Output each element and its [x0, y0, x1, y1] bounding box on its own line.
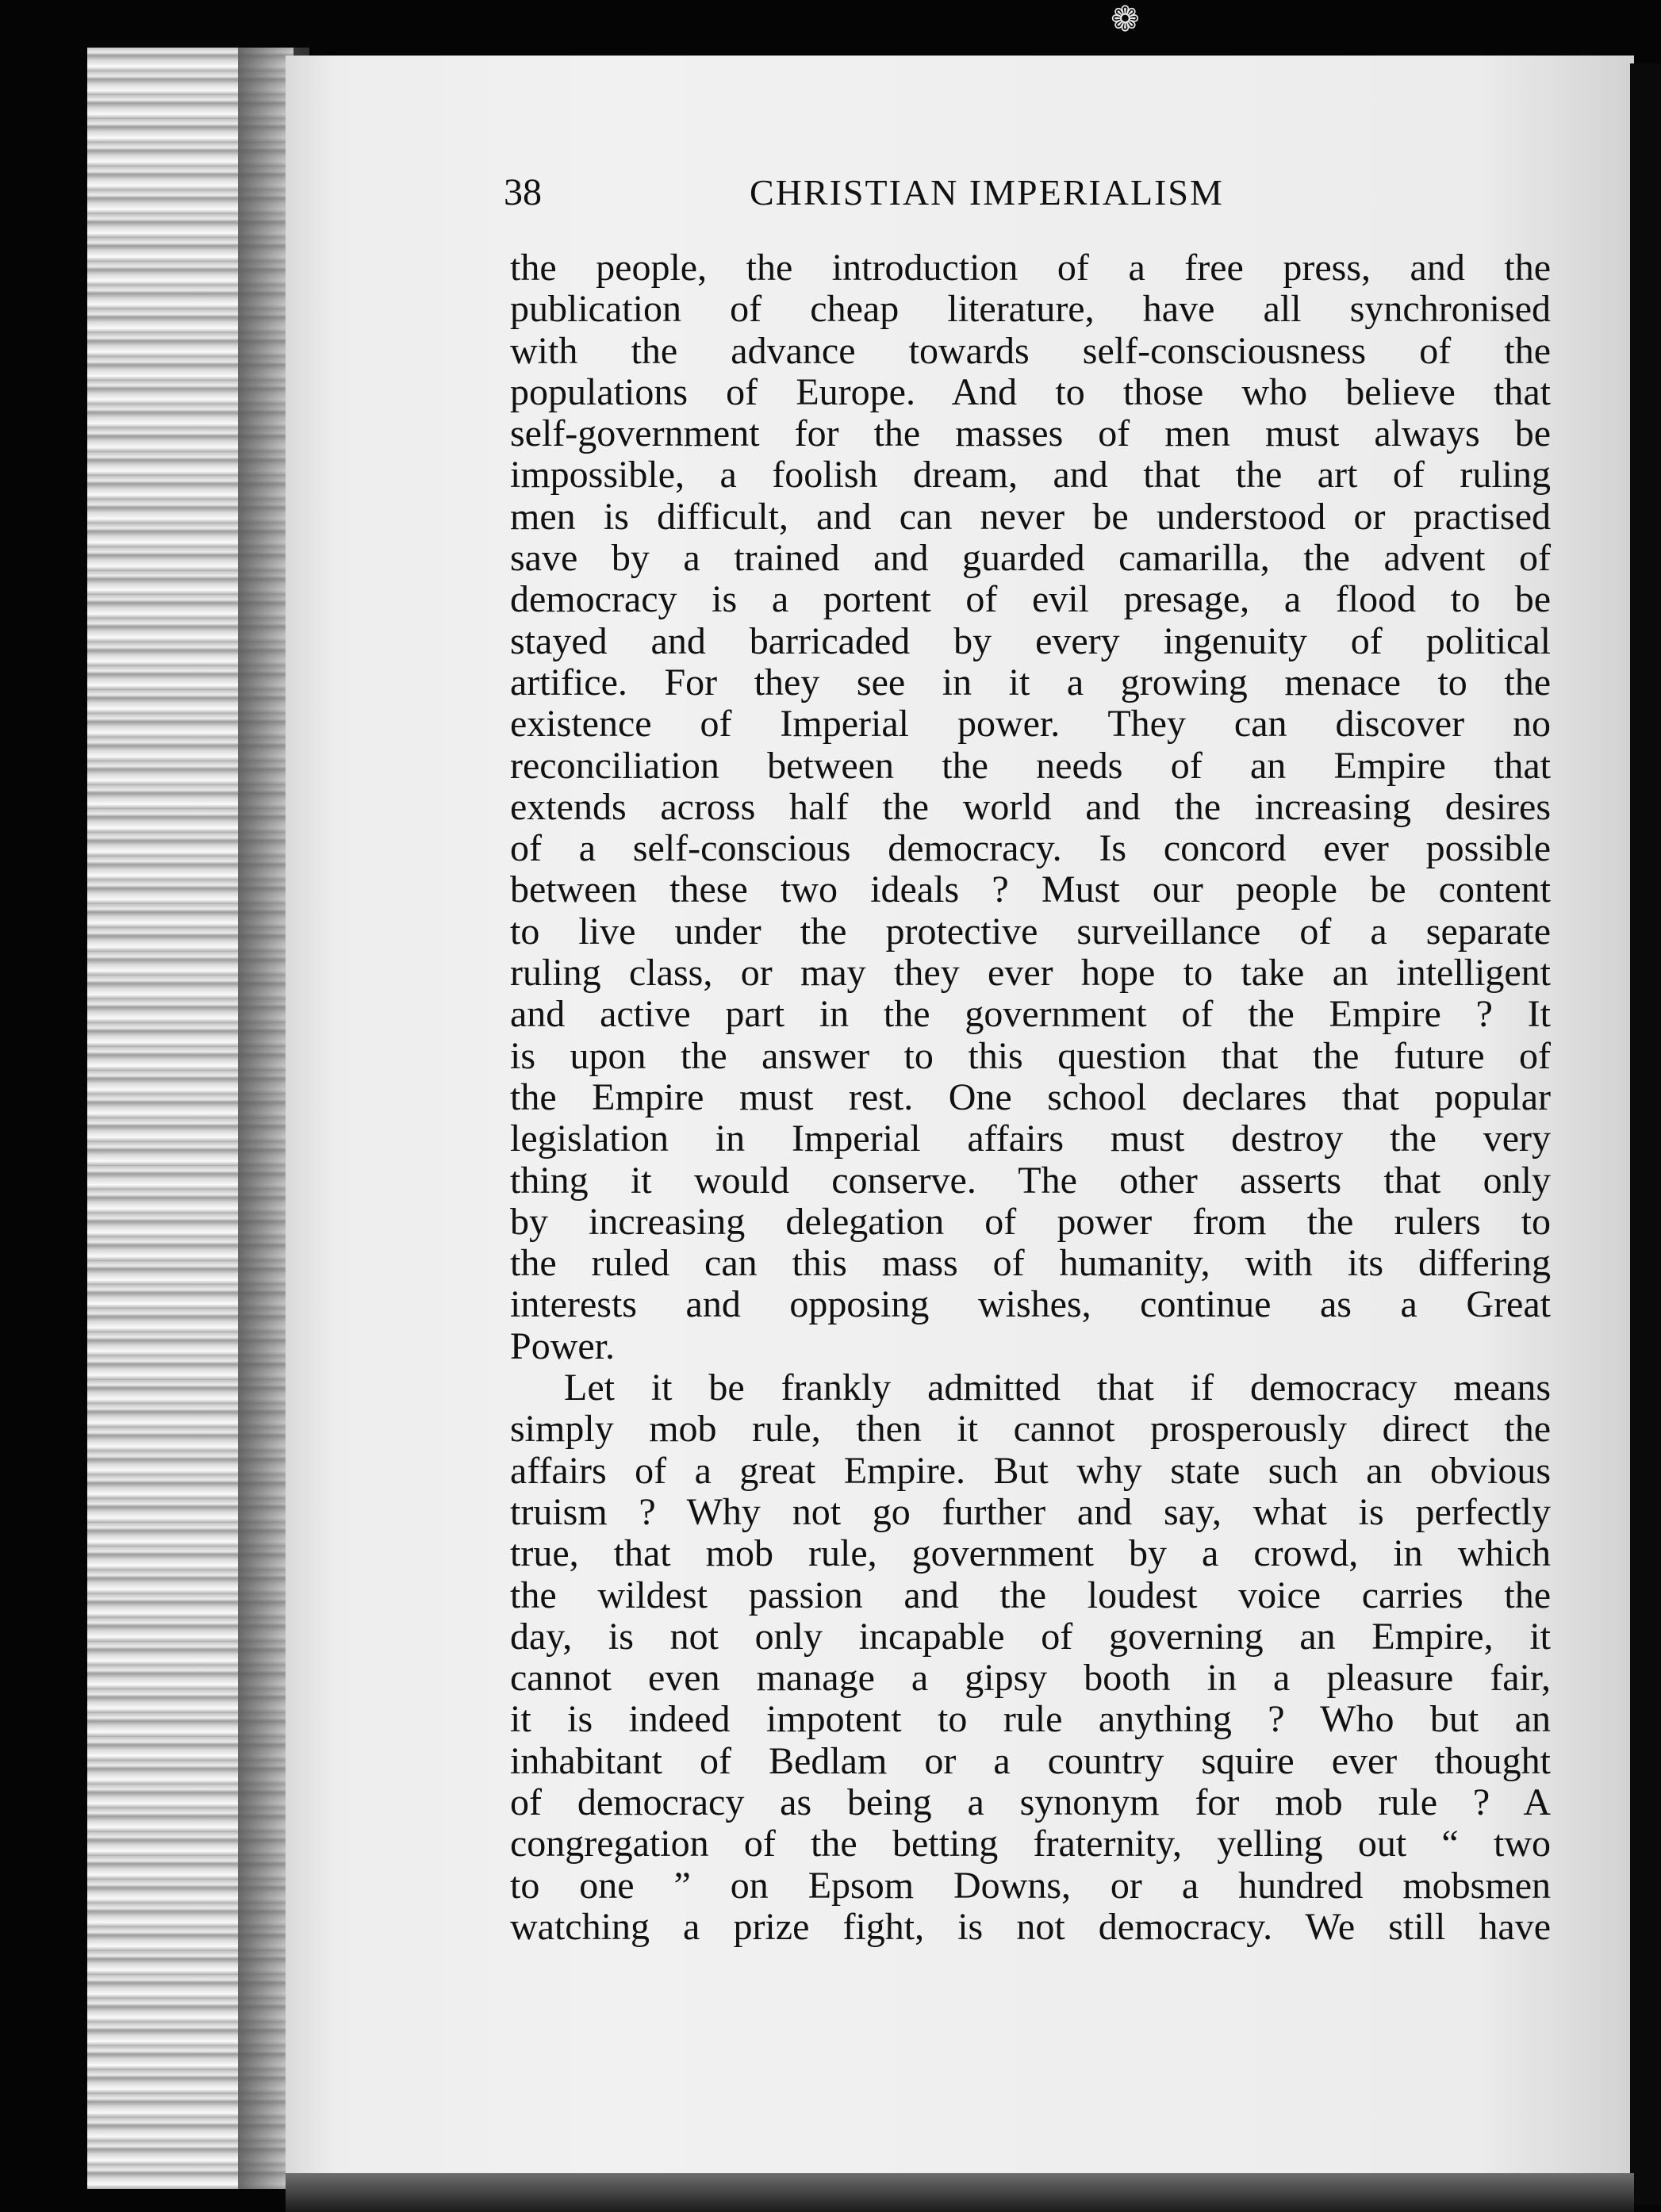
text-line: stayed and barricaded by every ingenuity of political: [510, 620, 1551, 662]
text-line: to live under the protective surveillance of a separate: [510, 910, 1551, 953]
text-line: and active part in the government of the Empire ? It: [510, 994, 1551, 1036]
text-line: truism ? Why not go further and say, what is perfectly: [510, 1491, 1551, 1533]
text-line: congregation of the betting fraternity, yelling out “ two: [510, 1823, 1551, 1865]
text-line: the Empire must rest. One school declares that popular: [510, 1076, 1551, 1118]
text-line: artifice. For they see in it a growing menace to the: [510, 661, 1551, 703]
text-line: day, is not only incapable of governing an Empire, it: [510, 1616, 1551, 1658]
bottom-page-edge: [286, 2173, 1634, 2212]
body-text: [510, 247, 1551, 1948]
text-line: impossible, a foolish dream, and that the art of ruling: [510, 454, 1551, 496]
text-line: interests and opposing wishes, continue as a Great: [510, 1284, 1551, 1326]
text-line: Power.: [510, 1325, 615, 1367]
text-line: simply mob rule, then it cannot prosperously direct the: [510, 1409, 1551, 1451]
text-line: populations of Europe. And to those who believe that: [510, 371, 1551, 413]
text-line: publication of cheap literature, have all synchronised: [510, 289, 1551, 331]
page-number: 38: [504, 171, 542, 213]
text-line: between these two ideals ? Must our people be content: [510, 869, 1551, 911]
text-line: true, that mob rule, government by a crowd, in which: [510, 1533, 1551, 1575]
text-line: to one ” on Epsom Downs, or a hundred mobsmen: [510, 1865, 1551, 1907]
running-title: CHRISTIAN IMPERIALISM: [750, 172, 1224, 213]
running-head: [504, 165, 1305, 220]
text-line: watching a prize fight, is not democracy. We still have: [510, 1906, 1551, 1948]
text-line: men is difficult, and can never be understood or practised: [510, 496, 1551, 538]
text-line: inhabitant of Bedlam or a country squire ever thought: [510, 1740, 1551, 1782]
text-line: by increasing delegation of power from the rulers to: [510, 1201, 1551, 1243]
text-line: it is indeed impotent to rule anything ? Who but an: [510, 1699, 1551, 1741]
text-line: affairs of a great Empire. But why state such an obvious: [510, 1450, 1551, 1492]
text-line: is upon the answer to this question that the future of: [510, 1035, 1551, 1077]
text-line: of a self-conscious democracy. Is concord ever possible: [510, 828, 1551, 870]
text-line: thing it would conserve. The other asserts that only: [510, 1160, 1551, 1202]
text-line: Let it be frankly admitted that if democracy means: [564, 1367, 1551, 1409]
right-page-edge: [1630, 63, 1661, 2205]
text-line: cannot even manage a gipsy booth in a pleasure fair,: [510, 1658, 1551, 1700]
text-line: ruling class, or may they ever hope to take an intelligent: [510, 953, 1551, 995]
text-line: save by a trained and guarded camarilla, the advent of: [510, 538, 1551, 580]
text-line: existence of Imperial power. They can discover no: [510, 703, 1551, 746]
text-line: the people, the introduction of a free press, and the: [510, 247, 1551, 289]
text-line: democracy is a portent of evil presage, a flood to be: [510, 579, 1551, 621]
text-line: the wildest passion and the loudest voice carries the: [510, 1574, 1551, 1616]
text-line: the ruled can this mass of humanity, with its differing: [510, 1243, 1551, 1285]
text-line: reconciliation between the needs of an Empire that: [510, 745, 1551, 787]
text-line: legislation in Imperial affairs must destroy the very: [510, 1118, 1551, 1160]
text-line: of democracy as being a synonym for mob rule ? A: [510, 1781, 1551, 1823]
text-line: with the advance towards self-consciousness of the: [510, 330, 1551, 372]
scan-mark-icon: ❁: [1111, 0, 1140, 40]
text-line: self-government for the masses of men must always be: [510, 413, 1551, 455]
text-line: extends across half the world and the increasing desires: [510, 786, 1551, 828]
